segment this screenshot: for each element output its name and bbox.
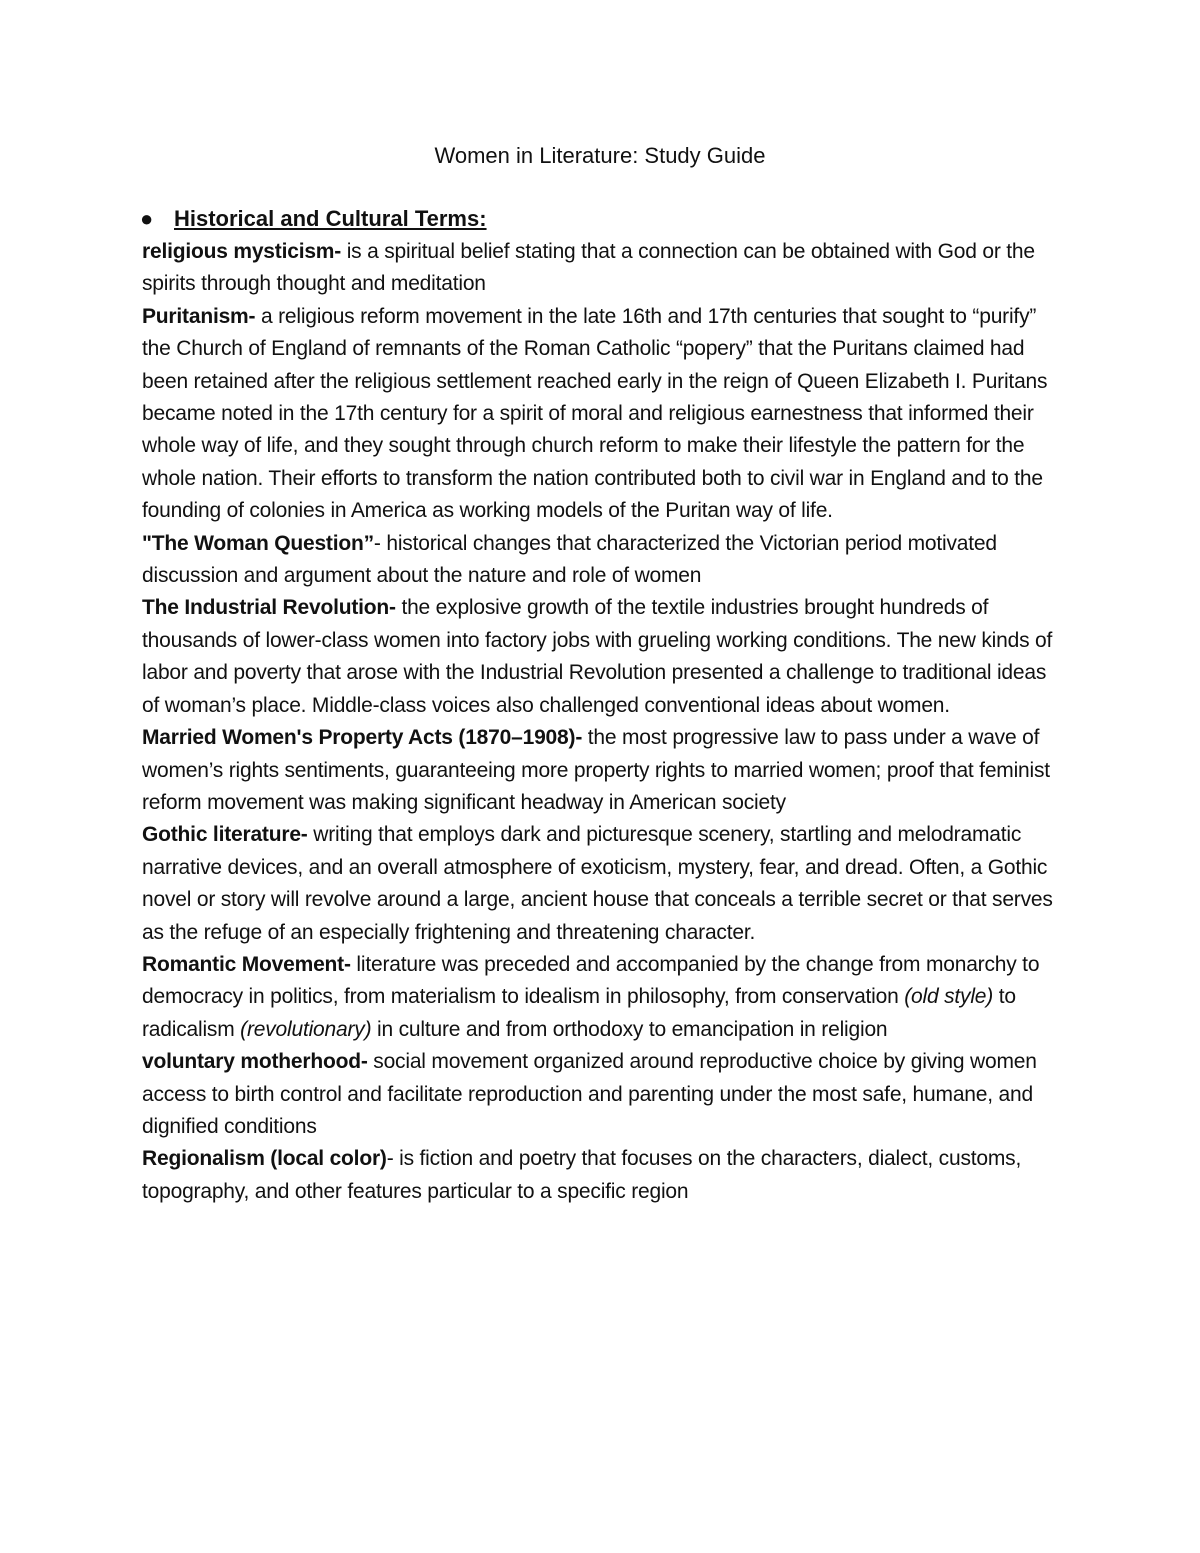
- term-label: Married Women's Property Acts (1870–1908)-: [142, 726, 583, 750]
- term-entry-romantic-movement: [142, 949, 1062, 1046]
- term-definition-part: literature was preceded and accompanied by the change from monarchy to democracy in politics, from materialism to idealism in philosophy, from conservation: [142, 952, 1040, 1009]
- term-entry-puritanism: [142, 301, 1062, 528]
- term-entry-religious-mysticism: [142, 236, 1062, 301]
- document-title: Women in Literature: Study Guide: [434, 143, 766, 168]
- term-label: voluntary motherhood-: [142, 1050, 368, 1074]
- term-definition: the most progressive law to pass under a wave of women’s rights sentiments, guaranteeing more property rights to married women; proof that feminist reform movement was making significant headway in American society: [142, 726, 1050, 814]
- term-label: Romantic Movement-: [142, 952, 351, 976]
- term-label: Gothic literature-: [142, 823, 308, 847]
- term-definition: - historical changes that characterized the Victorian period motivated discussion and argument about the nature and role of women: [142, 531, 997, 588]
- term-label: Puritanism-: [142, 304, 256, 328]
- term-entry-voluntary-motherhood: [142, 1046, 1062, 1143]
- bullet-icon: ●: [140, 206, 154, 231]
- term-definition-italic: (old style): [904, 985, 994, 1009]
- term-definition: - is fiction and poetry that focuses on the characters, dialect, customs, topography, and other features particular to a specific region: [142, 1147, 1022, 1203]
- term-entry-regionalism: [142, 1143, 1062, 1208]
- term-definition: is a spiritual belief stating that a connection can be obtained with God or the spirits through thought and meditation: [142, 240, 1035, 296]
- term-label: religious mysticism-: [142, 240, 342, 263]
- term-label: The Industrial Revolution-: [142, 596, 396, 620]
- term-label: "The Woman Question”: [142, 531, 374, 555]
- term-definition: the explosive growth of the textile industries brought hundreds of thousands of lower-class women into factory jobs with grueling working conditions. The new kinds of labor and poverty that arose with the Industrial Revolution presented a challenge to traditional ideas of woman’s place. Middle-class voices also challenged conventional ideas about women.: [142, 596, 1053, 717]
- term-definition-part: to radicalism: [142, 985, 1016, 1041]
- term-definition: social movement organized around reproductive choice by giving women access to birth control and facilitate reproduction and parenting under the most safe, humane, and dignified conditions: [142, 1050, 1037, 1138]
- term-entry-woman-question: [142, 528, 1062, 593]
- terms-list: [142, 236, 1062, 1208]
- term-definition-italic: (revolutionary): [240, 1017, 372, 1041]
- term-definition: writing that employs dark and picturesque scenery, startling and melodramatic narrative devices, and an overall atmosphere of exoticism, mystery, fear, and dread. Often, a Gothic novel or story will revolve around a large, ancient house that conceals a terrible secret or that serves as the refuge of an especially frightening and threatening character.: [142, 823, 1053, 944]
- term-entry-married-womens-property-acts: [142, 722, 1062, 819]
- term-definition: a religious reform movement in the late 16th and 17th centuries that sought to “purify” the Church of England of remnants of the Roman Catholic “popery” that the Puritans claimed had been retained after the religious settlement reached early in the reign of Queen Elizabeth I. Puritans became noted in the 17th century for a spirit of moral and religious earnestness that informed their whole way of life, and they sought through church reform to make their lifestyle the pattern for the whole nation. Their efforts to transform the nation contributed both to civil war in England and to the founding of colonies in America as working models of the Puritan way of life.: [142, 304, 1048, 523]
- term-entry-industrial-revolution: [142, 592, 1062, 722]
- term-label: Regionalism (local color): [142, 1147, 387, 1171]
- term-entry-gothic-literature: [142, 819, 1062, 949]
- section-heading: Historical and Cultural Terms:: [174, 206, 487, 231]
- term-definition-part: in culture and from orthodoxy to emancipation in religion: [371, 1017, 888, 1041]
